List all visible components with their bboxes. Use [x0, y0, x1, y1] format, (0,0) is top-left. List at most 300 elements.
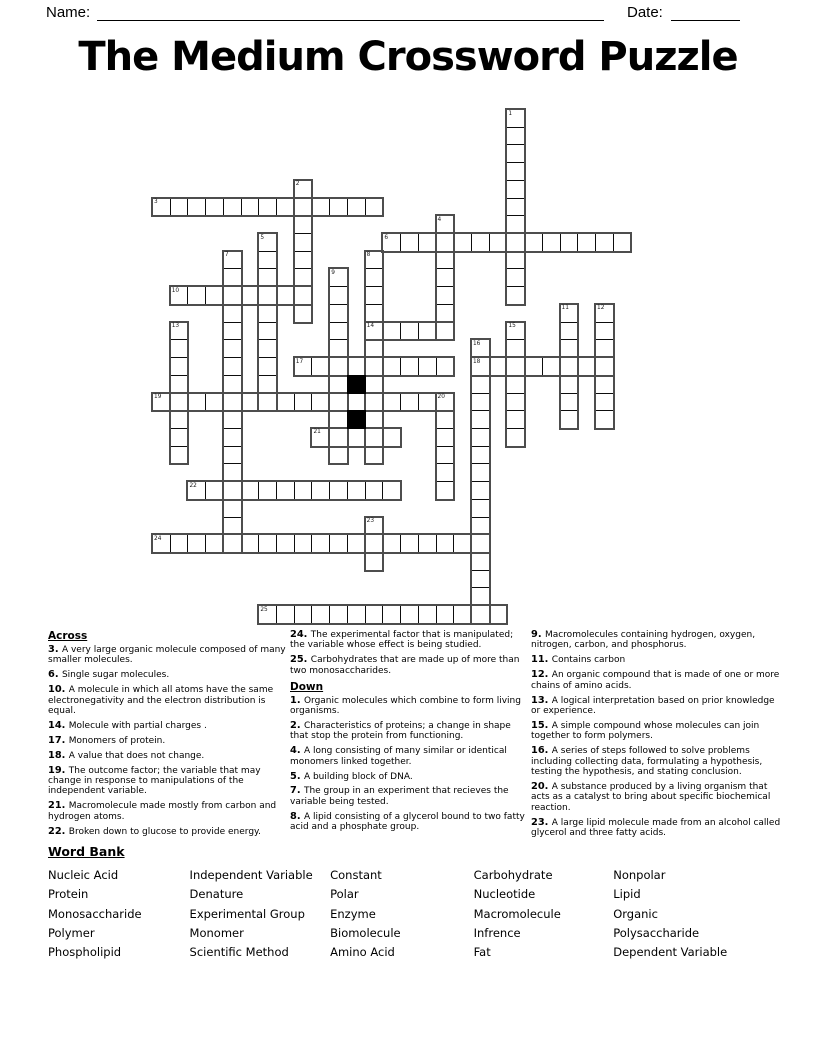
grid-cell[interactable]	[311, 605, 330, 624]
grid-cell[interactable]	[311, 357, 330, 376]
grid-cell[interactable]	[400, 534, 419, 553]
grid-cell[interactable]	[560, 322, 579, 341]
grid-cell[interactable]	[329, 198, 348, 217]
grid-cell[interactable]	[489, 357, 508, 376]
grid-cell[interactable]	[436, 605, 455, 624]
grid-cell[interactable]	[205, 393, 224, 412]
grid-cell[interactable]	[471, 428, 490, 447]
grid-cell[interactable]	[382, 393, 401, 412]
grid-cell[interactable]	[418, 605, 437, 624]
grid-cell[interactable]	[347, 428, 366, 447]
grid-cell[interactable]	[560, 339, 579, 358]
word-bank-item: Denature	[189, 887, 244, 902]
grid-cell[interactable]	[205, 286, 224, 305]
grid-cell[interactable]	[365, 428, 384, 447]
grid-cell[interactable]	[436, 233, 455, 252]
grid-clue-number: 19	[154, 394, 162, 401]
word-bank-item: Lipid	[613, 887, 641, 902]
grid-cell[interactable]	[506, 393, 525, 412]
grid-cell[interactable]	[170, 393, 189, 412]
grid-cell[interactable]	[365, 552, 384, 571]
grid-cell[interactable]	[365, 198, 384, 217]
grid-cell[interactable]	[577, 233, 596, 252]
grid-cell[interactable]	[400, 233, 419, 252]
grid-clue-number: 5	[260, 234, 265, 241]
grid-clue-number: 1	[508, 110, 513, 117]
grid-cell[interactable]	[170, 410, 189, 429]
clue-number-label: 17.	[48, 734, 69, 746]
grid-cell[interactable]	[471, 481, 490, 500]
grid-cell[interactable]	[471, 446, 490, 465]
clue-number-label: 6.	[48, 669, 62, 681]
grid-cell[interactable]	[205, 198, 224, 217]
grid-cell[interactable]	[170, 198, 189, 217]
grid-cell[interactable]	[223, 446, 242, 465]
grid-cell[interactable]	[382, 322, 401, 341]
date-label: Date:	[627, 4, 663, 21]
across-clue-22	[48, 827, 288, 837]
grid-cell[interactable]	[276, 534, 295, 553]
grid-cell[interactable]	[276, 481, 295, 500]
grid-cell[interactable]	[329, 428, 348, 447]
grid-cell[interactable]	[170, 446, 189, 465]
grid-clue-number: 24	[154, 535, 162, 542]
grid-cell[interactable]	[294, 481, 313, 500]
grid-cell[interactable]	[365, 393, 384, 412]
grid-cell[interactable]	[506, 162, 525, 181]
grid-cell[interactable]	[436, 286, 455, 305]
across-clue-10	[48, 685, 288, 716]
black-cell	[347, 375, 366, 394]
grid-cell[interactable]	[223, 357, 242, 376]
grid-clue-number: 25	[260, 606, 268, 613]
clue-text: A substance produced by a living organism that acts as a catalyst to bring about specific biochemical reaction.	[531, 781, 771, 813]
word-bank-columns	[48, 866, 800, 962]
grid-cell[interactable]	[347, 605, 366, 624]
clue-text: Organic molecules which combine to form living organisms.	[290, 695, 521, 717]
grid-cell[interactable]	[294, 304, 313, 323]
down-clue-16	[531, 746, 783, 777]
clue-column-1	[48, 630, 288, 842]
down-clue-20	[531, 782, 783, 813]
grid-cell[interactable]	[506, 357, 525, 376]
clue-text: The group in an experiment that recieves the variable being tested.	[290, 786, 509, 807]
clue-text: A simple compound whose molecules can join together to form polymers.	[531, 720, 760, 742]
grid-cell[interactable]	[258, 339, 277, 358]
clue-text: Macromolecule made mostly from carbon and hydrogen atoms.	[48, 801, 277, 822]
grid-cell[interactable]	[276, 393, 295, 412]
grid-cell[interactable]	[241, 286, 260, 305]
clue-column-3	[531, 630, 783, 843]
grid-cell[interactable]	[471, 375, 490, 394]
grid-clue-number: 7	[224, 252, 229, 259]
clue-number-label: 12.	[531, 669, 552, 681]
grid-clue-number: 2	[295, 181, 300, 188]
grid-cell[interactable]	[329, 446, 348, 465]
grid-cell[interactable]	[560, 357, 579, 376]
grid-cell[interactable]	[436, 410, 455, 429]
grid-cell[interactable]	[560, 233, 579, 252]
grid-cell[interactable]	[223, 499, 242, 518]
grid-cell[interactable]	[471, 410, 490, 429]
word-bank-column-5	[613, 866, 800, 962]
word-bank-item: Constant	[330, 868, 382, 882]
grid-cell[interactable]	[329, 410, 348, 429]
clue-text: The outcome factor; the variable that may change in response to manipulations of the independent variable.	[48, 765, 261, 797]
grid-cell[interactable]	[400, 357, 419, 376]
grid-cell[interactable]	[258, 286, 277, 305]
grid-cell[interactable]	[542, 233, 561, 252]
grid-cell[interactable]	[329, 304, 348, 323]
grid-cell[interactable]	[613, 233, 632, 252]
word-bank-item: Dependent Variable	[613, 945, 728, 960]
down-clue-7	[290, 786, 528, 807]
across-clue-3	[48, 645, 288, 666]
grid-cell[interactable]	[170, 375, 189, 394]
word-bank-item: Monomer	[189, 925, 244, 940]
down-clue-5	[290, 772, 528, 782]
grid-cell[interactable]	[205, 481, 224, 500]
grid-cell[interactable]	[506, 127, 525, 146]
black-cell	[347, 410, 366, 429]
grid-cell[interactable]	[187, 393, 206, 412]
grid-cell[interactable]	[347, 534, 366, 553]
grid-cell[interactable]	[187, 286, 206, 305]
grid-cell[interactable]	[241, 393, 260, 412]
grid-cell[interactable]	[223, 481, 242, 500]
grid-cell[interactable]	[258, 198, 277, 217]
grid-cell[interactable]	[595, 339, 614, 358]
grid-cell[interactable]	[418, 233, 437, 252]
down-header: Down	[290, 680, 324, 693]
grid-cell[interactable]	[223, 339, 242, 358]
grid-cell[interactable]	[471, 393, 490, 412]
grid-cell[interactable]	[258, 393, 277, 412]
grid-cell[interactable]	[329, 375, 348, 394]
grid-cell[interactable]	[506, 428, 525, 447]
grid-cell[interactable]	[223, 375, 242, 394]
grid-cell[interactable]	[506, 144, 525, 163]
across-clue-17	[48, 736, 288, 746]
grid-cell[interactable]	[329, 286, 348, 305]
grid-cell[interactable]	[276, 605, 295, 624]
grid-cell[interactable]	[329, 481, 348, 500]
grid-cell[interactable]	[329, 605, 348, 624]
grid-clue-number: 23	[366, 518, 375, 525]
grid-cell[interactable]	[170, 339, 189, 358]
clue-text: Broken down to glucose to provide energy.	[68, 826, 261, 837]
grid-cell[interactable]	[294, 286, 313, 305]
grid-cell[interactable]	[329, 357, 348, 376]
clue-number-label: 16.	[531, 745, 552, 757]
across-clue-18	[48, 751, 288, 761]
grid-cell[interactable]	[258, 375, 277, 394]
grid-cell[interactable]	[418, 534, 437, 553]
grid-cell[interactable]	[258, 268, 277, 287]
grid-cell[interactable]	[365, 339, 384, 358]
grid-cell[interactable]	[436, 481, 455, 500]
grid-cell[interactable]	[400, 605, 419, 624]
grid-cell[interactable]	[294, 393, 313, 412]
grid-cell[interactable]	[347, 481, 366, 500]
grid-clue-number: 14	[366, 323, 375, 330]
word-bank-header: Word Bank	[48, 844, 125, 859]
grid-cell[interactable]	[365, 534, 384, 553]
clue-number-label: 2.	[290, 719, 304, 731]
word-bank-item: Nucleotide	[473, 887, 536, 902]
grid-cell[interactable]	[258, 534, 277, 553]
grid-clue-number: 20	[437, 394, 445, 401]
grid-cell[interactable]	[258, 481, 277, 500]
grid-cell[interactable]	[471, 463, 490, 482]
clue-number-label: 15.	[531, 719, 552, 731]
grid-cell[interactable]	[258, 357, 277, 376]
grid-cell[interactable]	[400, 393, 419, 412]
grid-cell[interactable]	[365, 446, 384, 465]
grid-cell[interactable]	[524, 233, 543, 252]
grid-cell[interactable]	[223, 463, 242, 482]
grid-cell[interactable]	[311, 534, 330, 553]
grid-cell[interactable]	[506, 233, 525, 252]
grid-cell[interactable]	[223, 268, 242, 287]
grid-cell[interactable]	[276, 198, 295, 217]
grid-cell[interactable]	[241, 534, 260, 553]
grid-cell[interactable]	[294, 251, 313, 270]
grid-cell[interactable]	[294, 534, 313, 553]
grid-cell[interactable]	[436, 322, 455, 341]
grid-clue-number: 11	[561, 305, 569, 312]
clue-number-label: 13.	[531, 694, 552, 706]
grid-cell[interactable]	[241, 481, 260, 500]
grid-cell[interactable]	[382, 428, 401, 447]
grid-cell[interactable]	[471, 534, 490, 553]
grid-cell[interactable]	[506, 251, 525, 270]
word-bank-item: Polymer	[48, 925, 95, 940]
grid-cell[interactable]	[205, 534, 224, 553]
word-bank-item: Scientific Method	[189, 945, 289, 960]
word-bank-item: Carbohydrate	[473, 868, 553, 882]
grid-cell[interactable]	[506, 375, 525, 394]
grid-cell[interactable]	[595, 233, 614, 252]
grid-cell[interactable]	[436, 463, 455, 482]
word-bank-item: Biomolecule	[330, 925, 401, 940]
grid-cell[interactable]	[471, 552, 490, 571]
grid-clue-number: 16	[472, 340, 481, 347]
clue-text: An organic compound that is made of one or more chains of amino acids.	[531, 670, 780, 691]
clue-text: Single sugar molecules.	[61, 670, 170, 681]
grid-cell[interactable]	[471, 499, 490, 518]
grid-clue-number: 12	[597, 305, 605, 312]
grid-cell[interactable]	[311, 393, 330, 412]
grid-cell[interactable]	[471, 570, 490, 589]
grid-cell[interactable]	[365, 357, 384, 376]
grid-cell[interactable]	[276, 286, 295, 305]
grid-clue-number: 4	[437, 216, 442, 223]
grid-cell[interactable]	[223, 517, 242, 536]
grid-cell[interactable]	[294, 215, 313, 234]
grid-cell[interactable]	[187, 198, 206, 217]
grid-cell[interactable]	[436, 251, 455, 270]
grid-cell[interactable]	[329, 534, 348, 553]
grid-cell[interactable]	[418, 393, 437, 412]
grid-cell[interactable]	[382, 357, 401, 376]
grid-cell[interactable]	[187, 534, 206, 553]
word-bank-item: Infrence	[473, 925, 521, 940]
grid-cell[interactable]	[560, 375, 579, 394]
word-bank-item: Nonpolar	[613, 868, 666, 882]
grid-cell[interactable]	[418, 357, 437, 376]
clue-text: A long consisting of many similar or identical monomers linked together.	[290, 746, 507, 767]
grid-clue-number: 9	[331, 269, 335, 276]
grid-cell[interactable]	[365, 286, 384, 305]
word-bank-item: Monosaccharide	[48, 906, 142, 921]
clue-text: A series of steps followed to solve problems including collecting data, formulating a hypothesis, testing the hypothesis, and stating conclusion.	[531, 746, 763, 777]
grid-cell[interactable]	[577, 357, 596, 376]
grid-cell[interactable]	[471, 517, 490, 536]
grid-cell[interactable]	[223, 428, 242, 447]
clue-text: A very large organic molecule composed of many smaller molecules.	[48, 645, 286, 666]
grid-cell[interactable]	[524, 357, 543, 376]
down-clue-15	[531, 721, 783, 742]
clue-number-label: 24.	[290, 629, 311, 640]
word-bank-item: Protein	[48, 887, 89, 902]
word-bank-item: Amino Acid	[330, 945, 395, 960]
grid-cell[interactable]	[471, 605, 490, 624]
grid-cell[interactable]	[347, 393, 366, 412]
grid-cell[interactable]	[329, 339, 348, 358]
grid-cell[interactable]	[595, 357, 614, 376]
grid-cell[interactable]	[365, 268, 384, 287]
grid-cell[interactable]	[471, 587, 490, 606]
grid-cell[interactable]	[329, 393, 348, 412]
grid-cell[interactable]	[506, 215, 525, 234]
clue-number-label: 5.	[290, 770, 304, 782]
grid-cell[interactable]	[542, 357, 561, 376]
grid-cell[interactable]	[311, 481, 330, 500]
clue-number-label: 1.	[290, 694, 304, 706]
clue-number-label: 20.	[531, 780, 552, 792]
grid-cell[interactable]	[453, 534, 472, 553]
clue-text: A value that does not change.	[68, 750, 205, 761]
grid-cell[interactable]	[223, 393, 242, 412]
grid-cell[interactable]	[223, 534, 242, 553]
grid-cell[interactable]	[436, 534, 455, 553]
clue-number-label: 8.	[290, 810, 304, 822]
grid-cell[interactable]	[436, 428, 455, 447]
grid-cell[interactable]	[223, 322, 242, 341]
across-clue-19	[48, 766, 288, 797]
grid-cell[interactable]	[223, 198, 242, 217]
grid-cell[interactable]	[365, 304, 384, 323]
grid-cell[interactable]	[294, 198, 313, 217]
date-field-line[interactable]	[671, 20, 740, 21]
name-field-line[interactable]	[97, 20, 604, 21]
grid-cell[interactable]	[506, 286, 525, 305]
clue-column-2	[290, 630, 528, 837]
down-clue-2	[290, 721, 528, 742]
grid-cell[interactable]	[436, 304, 455, 323]
down-clue-4	[290, 746, 528, 767]
grid-cell[interactable]	[453, 233, 472, 252]
grid-cell[interactable]	[382, 534, 401, 553]
word-bank-item: Phospholipid	[48, 945, 122, 960]
clue-text: Molecule with partial charges .	[68, 720, 207, 731]
word-bank-column-3	[330, 866, 474, 962]
clue-number-label: 4.	[290, 745, 304, 757]
clue-number-label: 9.	[531, 629, 545, 640]
grid-cell[interactable]	[311, 198, 330, 217]
grid-cell[interactable]	[294, 233, 313, 252]
grid-cell[interactable]	[418, 322, 437, 341]
grid-cell[interactable]	[347, 357, 366, 376]
grid-cell[interactable]	[170, 534, 189, 553]
grid-cell[interactable]	[595, 322, 614, 341]
grid-cell[interactable]	[365, 481, 384, 500]
grid-cell[interactable]	[294, 268, 313, 287]
word-bank-item: Independent Variable	[189, 868, 313, 882]
grid-cell[interactable]	[170, 357, 189, 376]
grid-cell[interactable]	[595, 410, 614, 429]
grid-cell[interactable]	[294, 605, 313, 624]
clue-number-label: 21.	[48, 800, 69, 812]
grid-cell[interactable]	[489, 605, 508, 624]
grid-cell[interactable]	[489, 233, 508, 252]
grid-cell[interactable]	[436, 268, 455, 287]
word-bank-item: Nucleic Acid	[48, 868, 119, 882]
crossword-grid	[152, 109, 631, 624]
grid-cell[interactable]	[382, 481, 401, 500]
grid-cell[interactable]	[506, 268, 525, 287]
grid-cell[interactable]	[258, 304, 277, 323]
down-clue-12	[531, 670, 783, 691]
across-clue-6	[48, 670, 288, 680]
grid-cell[interactable]	[223, 286, 242, 305]
word-bank-column-2	[190, 866, 331, 962]
word-bank	[48, 845, 800, 962]
clue-text: A logical interpretation based on prior knowledge or experience.	[531, 695, 775, 716]
grid-cell[interactable]	[560, 410, 579, 429]
grid-cell[interactable]	[436, 357, 455, 376]
grid-cell[interactable]	[436, 446, 455, 465]
grid-cell[interactable]	[258, 251, 277, 270]
grid-cell[interactable]	[223, 304, 242, 323]
grid-cell[interactable]	[382, 605, 401, 624]
grid-cell[interactable]	[400, 322, 419, 341]
grid-cell[interactable]	[506, 410, 525, 429]
grid-cell[interactable]	[595, 375, 614, 394]
grid-cell[interactable]	[365, 410, 384, 429]
grid-cell[interactable]	[258, 322, 277, 341]
grid-cell[interactable]	[506, 198, 525, 217]
grid-cell[interactable]	[241, 198, 260, 217]
clue-text: A building block of DNA.	[303, 771, 413, 782]
grid-cell[interactable]	[506, 180, 525, 199]
down-clue-11	[531, 655, 783, 665]
grid-cell[interactable]	[365, 375, 384, 394]
grid-cell[interactable]	[595, 393, 614, 412]
grid-cell[interactable]	[506, 339, 525, 358]
across-clue-21	[48, 801, 288, 822]
grid-cell[interactable]	[347, 198, 366, 217]
grid-cell[interactable]	[329, 322, 348, 341]
grid-cell[interactable]	[560, 393, 579, 412]
grid-cell[interactable]	[223, 410, 242, 429]
grid-cell[interactable]	[365, 605, 384, 624]
clue-text: Carbohydrates that are made up of more than two monosaccharides.	[290, 655, 520, 676]
grid-cell[interactable]	[471, 233, 490, 252]
grid-cell[interactable]	[170, 428, 189, 447]
grid-cell[interactable]	[453, 605, 472, 624]
